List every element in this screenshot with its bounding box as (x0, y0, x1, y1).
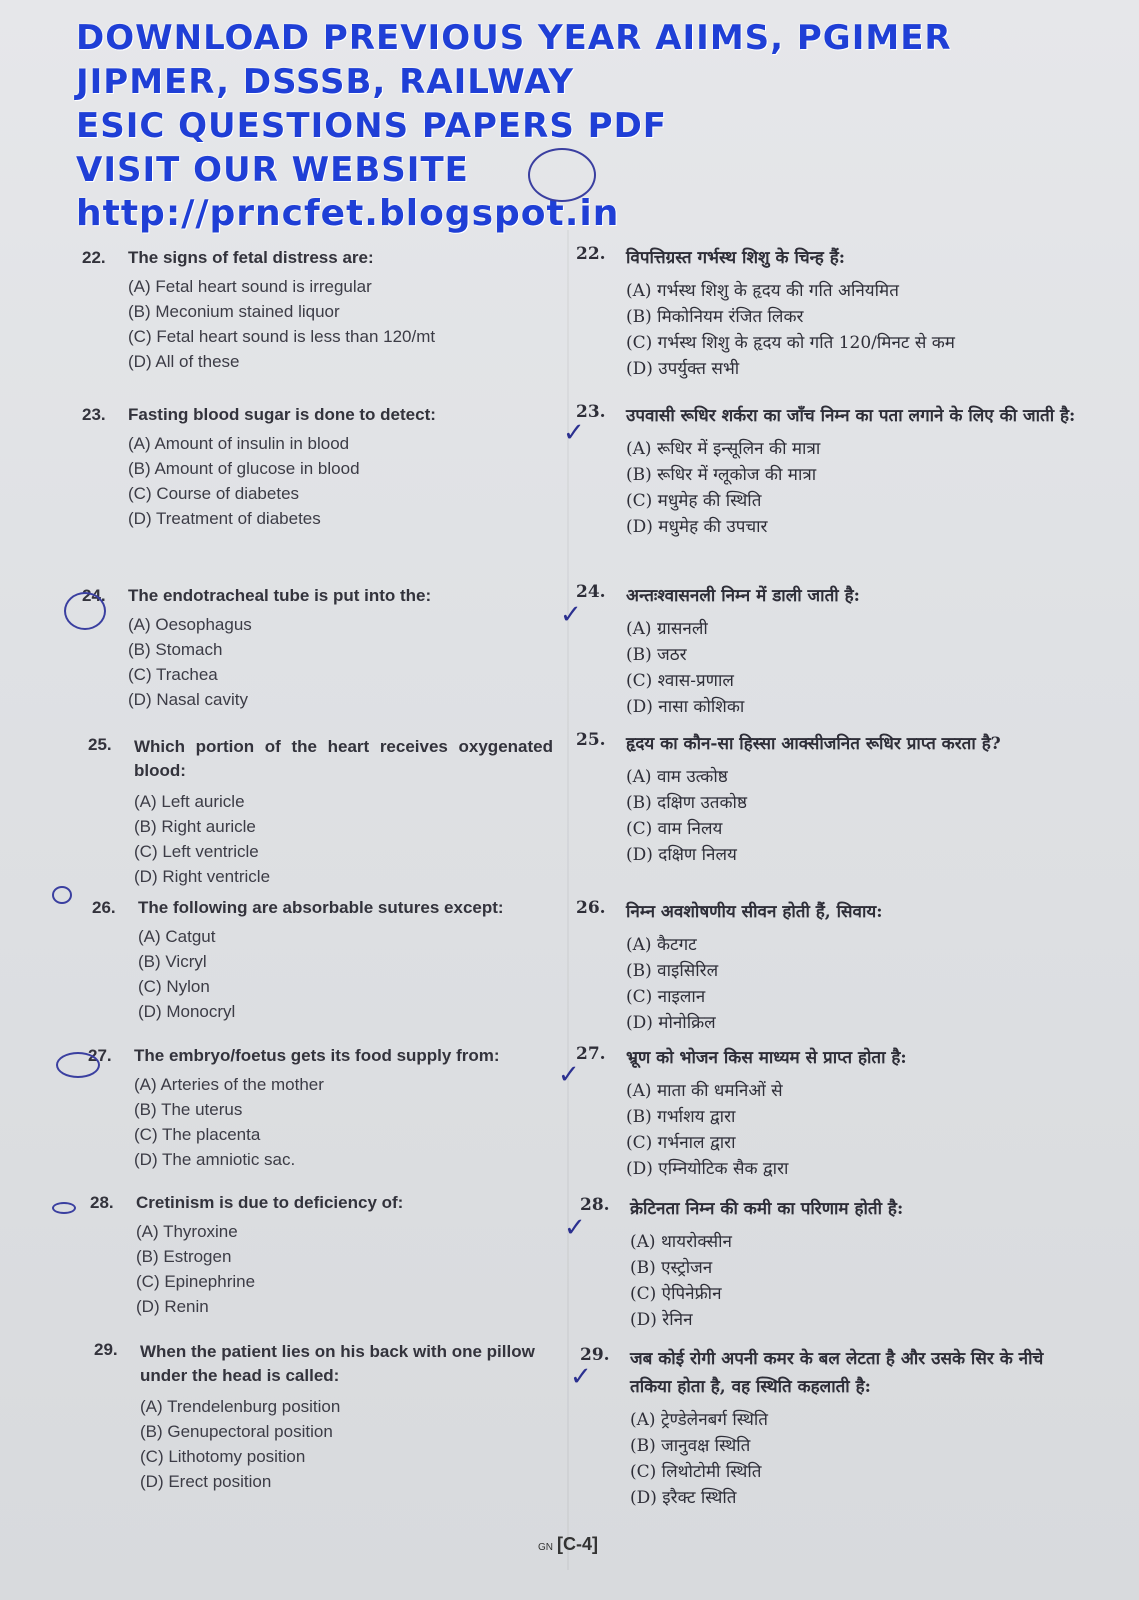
option-b: (B) रूधिर में ग्लूकोज की मात्रा (626, 465, 817, 485)
question-25-english (88, 735, 553, 889)
option-d: (D) इरैक्ट स्थिति (630, 1488, 737, 1508)
banner-line-2: JIPMER, DSSSB, RAILWAY (76, 62, 574, 102)
question-number: 25. (88, 735, 112, 754)
option-b: (B) Estrogen (136, 1247, 232, 1266)
page-number: [C-4] (557, 1534, 598, 1554)
option-b: (B) गर्भाशय द्वारा (626, 1107, 736, 1127)
option-d: (D) रेनिन (630, 1310, 693, 1330)
option-a: (A) Amount of insulin in blood (128, 434, 350, 453)
question-text: The signs of fetal distress are: (128, 248, 374, 267)
option-b: (B) एस्ट्रोजन (630, 1258, 713, 1278)
option-b: (B) दक्षिण उतकोष्ठ (626, 793, 747, 813)
option-b: (B) Stomach (128, 640, 223, 659)
question-text: Fasting blood sugar is done to detect: (128, 405, 436, 424)
question-text: Cretinism is due to deficiency of: (136, 1193, 404, 1212)
pen-circle-mark (52, 1202, 76, 1214)
option-d: (D) Erect position (140, 1472, 272, 1491)
question-number: 24. (576, 582, 606, 602)
question-number: 26. (576, 898, 606, 918)
question-24-english (82, 586, 431, 712)
option-c: (C) गर्भनाल द्वारा (626, 1133, 736, 1153)
option-a: (A) Trendelenburg position (140, 1397, 341, 1416)
option-d: (D) The amniotic sac. (134, 1150, 296, 1169)
question-28-hindi (580, 1195, 903, 1333)
question-number: 22. (576, 244, 606, 264)
question-number: 27. (88, 1046, 112, 1065)
option-d: (D) Renin (136, 1297, 209, 1316)
option-c: (C) लिथोटोमी स्थिति (630, 1462, 762, 1482)
pen-circle-mark (56, 1052, 100, 1078)
option-c: (C) श्वास-प्रणाल (626, 671, 734, 691)
banner-line-4: VISIT OUR WEBSITE (76, 150, 469, 190)
option-a: (A) Left auricle (134, 792, 245, 811)
option-d: (D) Monocryl (138, 1002, 236, 1021)
question-number: 26. (92, 898, 116, 917)
option-d: (D) मोनोक्रिल (626, 1013, 716, 1033)
page-footer (538, 1534, 598, 1555)
option-b: (B) Amount of glucose in blood (128, 459, 360, 478)
question-text: जब कोई रोगी अपनी कमर के बल लेटता है और उसके सिर के नीचे तकिया होता है, वह स्थिति कहलाती है: (630, 1349, 1044, 1397)
question-text: अन्तःश्वासनली निम्न में डाली जाती है: (626, 586, 860, 606)
question-number: 29. (94, 1340, 118, 1359)
question-29-english (94, 1340, 559, 1494)
option-c: (C) ऐपिनेफ्रीन (630, 1284, 722, 1304)
option-b: (B) Genupectoral position (140, 1422, 333, 1441)
question-number: 24. (82, 586, 106, 605)
checkmark-icon: ✓ (570, 1362, 592, 1392)
option-c: (C) मधुमेह की स्थिति (626, 491, 762, 511)
question-number: 22. (82, 248, 106, 267)
question-text: The embryo/foetus gets its food supply from: (134, 1046, 500, 1065)
option-b: (B) मिकोनियम रंजित लिकर (626, 307, 804, 327)
option-d: (D) उपर्युक्त सभी (626, 359, 740, 379)
pen-circle-mark (528, 148, 596, 202)
option-b: (B) जानुवक्ष स्थिति (630, 1436, 751, 1456)
option-c: (C) The placenta (134, 1125, 261, 1144)
question-24-hindi (576, 582, 860, 720)
option-b: (B) Vicryl (138, 952, 207, 971)
option-c: (C) Course of diabetes (128, 484, 300, 503)
option-d: (D) Nasal cavity (128, 690, 248, 709)
option-c: (C) गर्भस्थ शिशु के हृदय को गति 120/मिनट से कम (626, 333, 955, 353)
option-d: (D) All of these (128, 352, 240, 371)
option-b: (B) वाइसिरिल (626, 961, 719, 981)
checkmark-icon: ✓ (558, 1060, 580, 1090)
option-a: (A) कैटगट (626, 935, 697, 955)
question-number: 28. (90, 1193, 114, 1212)
question-number: 23. (576, 402, 606, 422)
option-d: (D) Treatment of diabetes (128, 509, 321, 528)
question-text: निम्न अवशोषणीय सीवन होती हैं, सिवाय: (626, 902, 883, 922)
banner-line-3: ESIC QUESTIONS PAPERS PDF (76, 106, 668, 146)
pen-circle-mark (52, 886, 72, 904)
option-c: (C) Trachea (128, 665, 218, 684)
option-b: (B) The uterus (134, 1100, 243, 1119)
option-c: (C) Lithotomy position (140, 1447, 306, 1466)
question-number: 29. (580, 1345, 610, 1365)
option-a: (A) ग्रासनली (626, 619, 708, 639)
question-22-english (82, 248, 435, 374)
website-banner (76, 16, 1126, 236)
question-text: उपवासी रूधिर शर्करा का जाँच निम्न का पता लगाने के लिए की जाती है: (626, 406, 1076, 426)
footer-code: GN (538, 1542, 553, 1553)
question-text: हृदय का कौन-सा हिस्सा आक्सीजनित रूधिर प्राप्त करता है? (626, 734, 1001, 754)
option-b: (B) Meconium stained liquor (128, 302, 340, 321)
question-23-english (82, 405, 436, 531)
option-b: (B) जठर (626, 645, 687, 665)
option-a: (A) माता की धमनिओं से (626, 1081, 783, 1101)
question-number: 27. (576, 1044, 606, 1064)
option-a: (A) Thyroxine (136, 1222, 238, 1241)
option-a: (A) Arteries of the mother (134, 1075, 324, 1094)
question-28-english (90, 1193, 403, 1319)
pen-circle-mark (64, 592, 106, 630)
option-a: (A) Fetal heart sound is irregular (128, 277, 372, 296)
question-number: 25. (576, 730, 606, 750)
question-text: क्रेटिनता निम्न की कमी का परिणाम होती है: (630, 1199, 904, 1219)
option-d: (D) मधुमेह की उपचार (626, 517, 768, 537)
option-c: (C) Fetal heart sound is less than 120/mt (128, 327, 436, 346)
question-text: Which portion of the heart receives oxygenated blood: (134, 737, 553, 780)
question-number: 28. (580, 1195, 610, 1215)
option-d: (D) दक्षिण निलय (626, 845, 737, 865)
question-26-hindi (576, 898, 883, 1036)
option-c: (C) नाइलान (626, 987, 706, 1007)
option-a: (A) ट्रेण्डेलेनबर्ग स्थिति (630, 1410, 768, 1430)
question-27-english (88, 1046, 500, 1172)
banner-line-1: DOWNLOAD PREVIOUS YEAR AIIMS, PGIMER (76, 18, 952, 58)
checkmark-icon: ✓ (563, 418, 585, 448)
option-a: (A) Oesophagus (128, 615, 252, 634)
option-d: (D) एम्नियोटिक सैक द्वारा (626, 1159, 789, 1179)
question-number: 23. (82, 405, 106, 424)
question-text: भ्रूण को भोजन किस माध्यम से प्राप्त होता है: (626, 1048, 907, 1068)
option-c: (C) Nylon (138, 977, 210, 996)
question-text: The following are absorbable sutures except: (138, 898, 504, 917)
option-a: (A) वाम उत्कोष्ठ (626, 767, 728, 787)
question-23-hindi (576, 402, 1076, 540)
question-26-english (92, 898, 504, 1024)
question-text: The endotracheal tube is put into the: (128, 586, 432, 605)
option-d: (D) नासा कोशिका (626, 697, 745, 717)
question-29-hindi (580, 1345, 1080, 1511)
option-d: (D) Right ventricle (134, 867, 271, 886)
checkmark-icon: ✓ (564, 1213, 586, 1243)
option-a: (A) Catgut (138, 927, 216, 946)
question-text: विपत्तिग्रस्त गर्भस्थ शिशु के चिन्ह हैं: (626, 248, 845, 268)
question-22-hindi (576, 244, 955, 382)
option-c: (C) Epinephrine (136, 1272, 256, 1291)
question-27-hindi (576, 1044, 907, 1182)
checkmark-icon: ✓ (560, 600, 582, 630)
option-a: (A) थायरोक्सीन (630, 1232, 732, 1252)
question-25-hindi (576, 730, 1001, 868)
option-c: (C) Left ventricle (134, 842, 259, 861)
banner-url[interactable]: http://prncfet.blogspot.in (76, 193, 620, 234)
option-c: (C) वाम निलय (626, 819, 723, 839)
option-b: (B) Right auricle (134, 817, 256, 836)
option-a: (A) गर्भस्थ शिशु के हृदय की गति अनियमित (626, 281, 899, 301)
question-text: When the patient lies on his back with one pillow under the head is called: (140, 1342, 535, 1385)
option-a: (A) रूधिर में इन्सूलिन की मात्रा (626, 439, 821, 459)
